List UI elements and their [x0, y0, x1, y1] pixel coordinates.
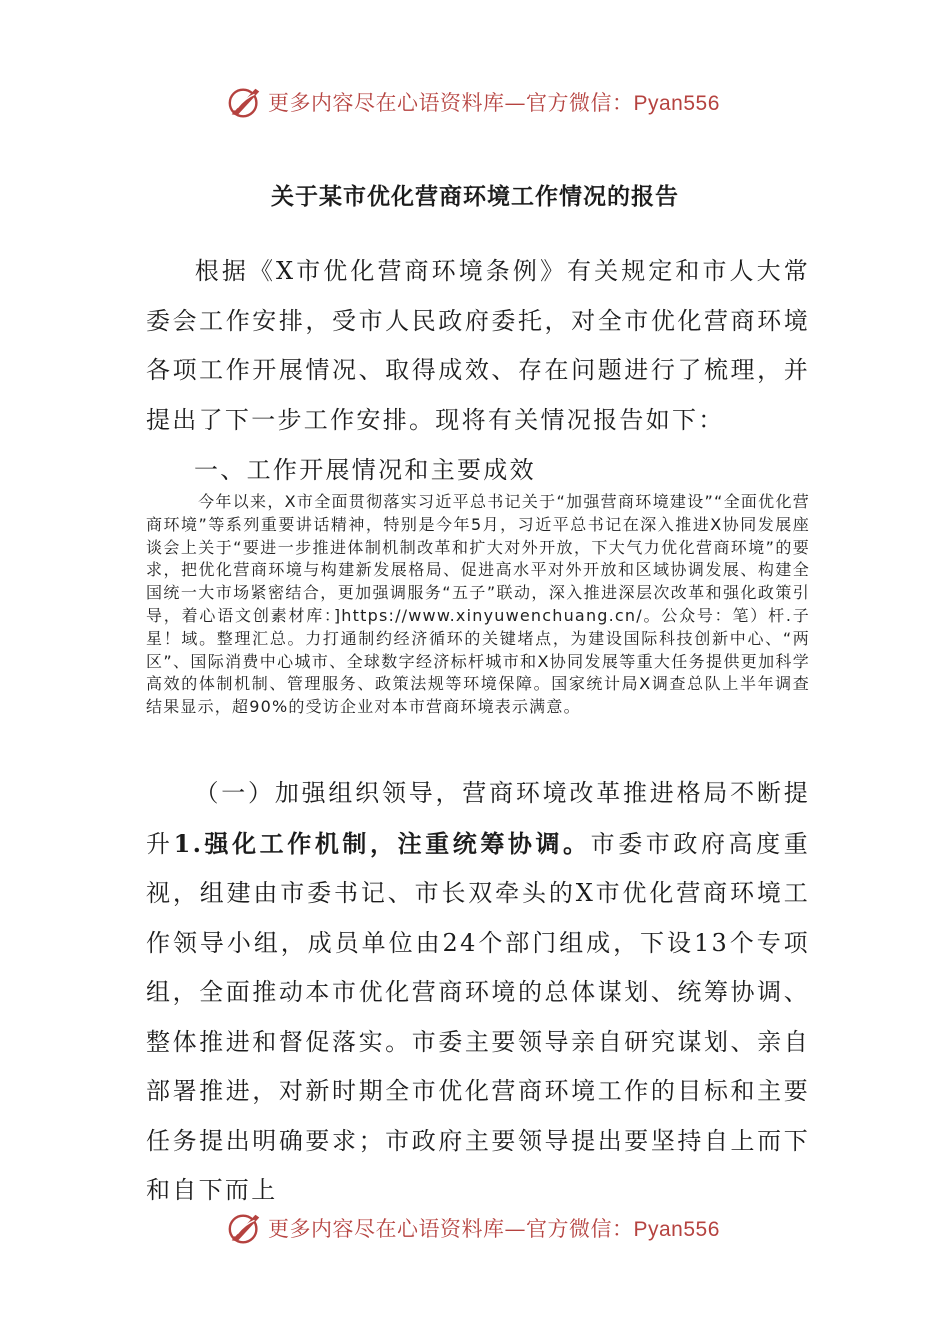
quill-pen-logo-icon — [226, 1209, 264, 1247]
item-heading: 1.强化工作机制，注重统筹协调。 — [173, 828, 591, 858]
item-body: 市委市政府高度重视，组建由市委书记、市长双牵头的X市优化营商环境工作领导小组，成员单位由24个部门组成，下设13个专项组，全面推动本市优化营商环境的总体谋划、统筹协调、整体推进和督促落实。市委主要领导亲自研究谋划、亲自部署推进，对新时期全市优化营商环境工作的目标和主要任务提出明确要求；市政府主要领导提出要坚持自上而下和自下而上 — [146, 829, 810, 1204]
quill-pen-logo-icon — [226, 83, 264, 121]
section-body-small: 今年以来，X市全面贯彻落实习近平总书记关于“加强营商环境建设”“全面优化营商环境”等系列重要讲话精神，特别是今年5月，习近平总书记在深入推进X协同发展座谈会上关于“要进一步推进体制机制改革和扩大对外开放，下大气力优化营商环境”的要求，把优化营商环境与构建新发展格局、促进高水平对外开放和区域协调发展、构建全国统一大市场紧密结合，更加强调服务“五子”联动，深入推进深层次改革和强化政策引导，着心语文创素材库：]https://www.xinyuwenchuang.cn/。公众号：笔）杆.子星！域。整理汇总。力打通制约经济循环的关键堵点，为建设国际科技创新中心、“两区”、国际消费中心城市、全球数字经济标杆城市和X协同发展等重大任务提供更加科学高效的体制机制、管理服务、政策法规等环境保障。国家统计局X调查总队上半年调查结果显示，超90%的受访企业对本市营商环境表示满意。 — [146, 492, 810, 717]
intro-paragraph: 根据《X市优化营商环境条例》有关规定和市人大常委会工作安排，受市人民政府委托，对全市优化营商环境各项工作开展情况、取得成效、存在问题进行了梳理，并提出了下一步工作安排。现将有关情况报告如下： — [146, 257, 810, 434]
page-title: 关于某市优化营商环境工作情况的报告 — [271, 183, 679, 210]
subsection-heading: （一）加强组织领导，营商环境改革推进格局不断提升 — [146, 779, 810, 858]
watermark-footer — [226, 1208, 720, 1248]
section-heading: 一、工作开展情况和主要成效 — [194, 456, 536, 484]
watermark-text: 更多内容尽在心语资料库—官方微信：Pyan556 — [268, 1217, 720, 1241]
subsection-paragraph — [146, 769, 810, 1216]
watermark-header — [226, 82, 720, 122]
watermark-text: 更多内容尽在心语资料库—官方微信：Pyan556 — [268, 91, 720, 115]
